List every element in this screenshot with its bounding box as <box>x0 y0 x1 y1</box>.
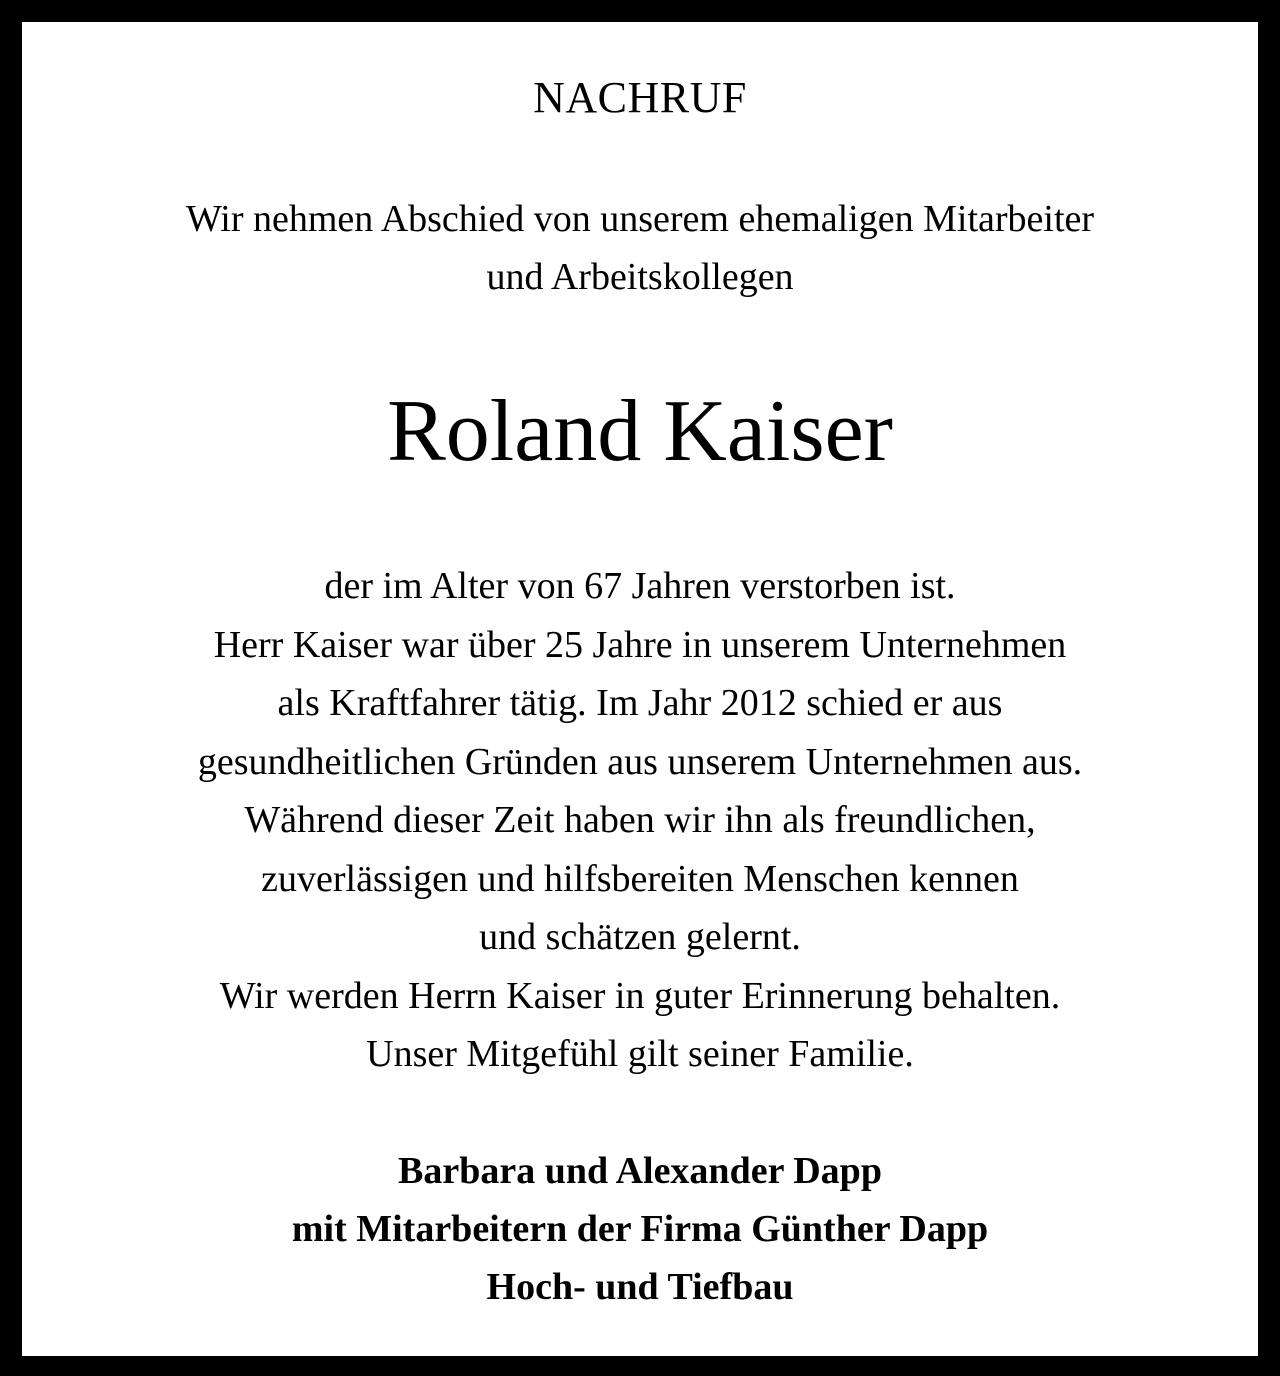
body-line: Unser Mitgefühl gilt seiner Familie. <box>366 1033 914 1075</box>
signature-block <box>22 1142 1258 1316</box>
notice-heading: NACHRUF <box>533 73 747 122</box>
signature-line: Barbara und Alexander Dapp <box>398 1150 882 1192</box>
intro-text <box>22 190 1258 306</box>
signature-line: mit Mitarbeitern der Firma Günther Dapp <box>291 1208 989 1250</box>
intro-line: und Arbeitskollegen <box>486 256 794 298</box>
body-line: und schätzen gelernt. <box>479 916 801 958</box>
obituary-body <box>22 557 1258 1084</box>
obituary-notice <box>22 22 1258 1356</box>
signature-line: Hoch- und Tiefbau <box>486 1266 794 1308</box>
body-line: Wir werden Herrn Kaiser in guter Erinnerung behalten. <box>219 974 1061 1017</box>
body-line: gesundheitlichen Gründen aus unserem Unternehmen aus. <box>197 740 1083 783</box>
intro-line: Wir nehmen Abschied von unserem ehemaligen Mitarbeiter <box>185 198 1095 240</box>
deceased-name: Roland Kaiser <box>387 383 893 480</box>
body-line: als Kraftfahrer tätig. Im Jahr 2012 schied er aus <box>277 682 1003 724</box>
body-line: der im Alter von 67 Jahren verstorben ist. <box>324 565 956 607</box>
body-line: zuverlässigen und hilfsbereiten Menschen kennen <box>261 857 1019 900</box>
body-line: Während dieser Zeit haben wir ihn als freundlichen, <box>244 799 1036 841</box>
body-line: Herr Kaiser war über 25 Jahre in unserem Unternehmen <box>213 623 1067 666</box>
